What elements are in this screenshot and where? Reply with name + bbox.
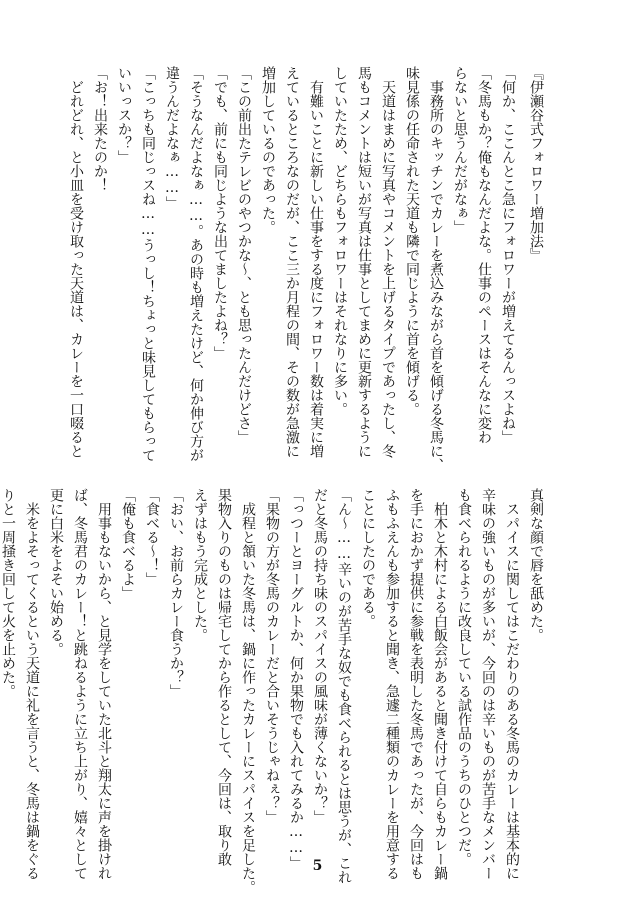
text-column: 「何か、ここんとこ急にフォロワーが増えてるんっスよね」 <box>500 66 516 444</box>
text-column: 天道はまめに写真やコメントを上げるタイプであったし、冬 <box>380 66 396 458</box>
text-column: 米をよそってくるという天道に礼を言うと、冬馬は鍋をぐる <box>24 488 40 880</box>
text-column: 事務所のキッチンでカレーを煮込みながら首を傾げる冬馬に、 <box>428 66 444 472</box>
text-column: 更に白米をよそい始める。 <box>48 488 64 656</box>
text-column: だと冬馬の持ち味のスパイスの風味が薄くないか？」 <box>312 488 328 824</box>
text-column: 「でも、前にも同じような出てましたよね？」 <box>212 66 228 360</box>
text-column: を手におかず提供に参戦を表明した冬馬であったが、今回はも <box>408 488 424 880</box>
text-column: 成程と頷いた冬馬は、鍋に作ったカレーにスパイスを足した。 <box>240 488 256 894</box>
text-column: 辛味の強いものが多いが、今回のは辛いものが苦手なメンバー <box>480 488 496 880</box>
text-column: 「そうなんだよなぁ……。あの時も増えたけど、何か伸び方が <box>188 66 204 462</box>
text-column: 「食べる〜！」 <box>144 488 160 586</box>
bottom-text-tier <box>0 488 548 894</box>
text-column: 「おい、お前らカレー食うか？」 <box>168 488 184 698</box>
text-column: 「果物の方が冬馬のカレーだと合いそうじゃねぇ？」 <box>264 488 280 824</box>
page-number: 5 <box>312 858 323 874</box>
text-column: 「冬馬もか？俺もなんだよな。仕事のペースはそんなに変わ <box>476 66 492 444</box>
text-column: どれどれ、と小皿を受け取った天道は、カレーを一口啜ると <box>68 66 84 458</box>
text-column: 柏木と木村による白飯会があると聞き付けて自らもカレー鍋 <box>432 488 448 880</box>
text-column: らないと思うんだがなぁ」 <box>452 66 468 234</box>
text-column: 「こっちも同じっスね……うっし！ちょっと味見してもらって <box>140 66 156 462</box>
text-column: 用事もないから、と見学をしていた北斗と翔太に声を掛けれ <box>96 488 112 880</box>
chapter-title: 『伊瀬谷式フォロワー増加法』 <box>528 66 544 262</box>
text-column: 違うんだよなぁ……」 <box>164 66 180 210</box>
text-column: ことにしたのである。 <box>360 488 376 628</box>
text-column: スパイスに関してはこだわりのある冬馬のカレーは基本的に <box>504 488 520 880</box>
text-column: 有難いことに新しい仕事をする度にフォロワー数は着実に増 <box>308 66 324 458</box>
text-column: 「この前出たテレビのやつかな〜、とも思ったんだけどさ」 <box>236 66 252 444</box>
text-column: 増加しているのであった。 <box>260 66 276 234</box>
text-column: 「っつーとヨーグルトか、何か果物でも入れてみるか……」 <box>288 488 304 870</box>
text-column: 果物入りのものは帰宅してから作るとして、今回は、取り敢 <box>216 488 232 866</box>
text-column: りと一周掻き回して火を止めた。 <box>0 488 16 698</box>
text-column: 味見係の任命された天道も隣で同じように首を傾げる。 <box>404 66 420 416</box>
text-column: 馬もコメントは短いが写真は仕事としてまめに更新するように <box>356 66 372 458</box>
text-column: していたため、どちらもフォロワーはそれなりに多い。 <box>332 66 348 416</box>
top-text-tier <box>68 66 548 472</box>
text-column: 「俺も食べるよ」 <box>120 488 136 600</box>
text-column: 「お！出来たのか！ <box>92 66 108 192</box>
text-column: ば、冬馬君のカレー！と跳ねるように立ち上がり、嬉々として <box>72 488 88 880</box>
text-column: ふもふえんも参加すると聞き、急遽二種類のカレーを用意する <box>384 488 400 880</box>
text-column: えているところなのだが、ここ三か月程の間、その数が急激に <box>284 66 300 458</box>
text-column: いいっスか？」 <box>116 66 132 164</box>
text-column: 真剣な顔で唇を舐めた。 <box>528 488 544 642</box>
text-column: 「ん〜……辛いのが苦手な奴でも食べられるとは思うが、これ <box>336 488 352 884</box>
text-column: も食べられるように改良している試作品のうちのひとつだ。 <box>456 488 472 866</box>
text-column: えずはもう完成とした。 <box>192 488 208 642</box>
